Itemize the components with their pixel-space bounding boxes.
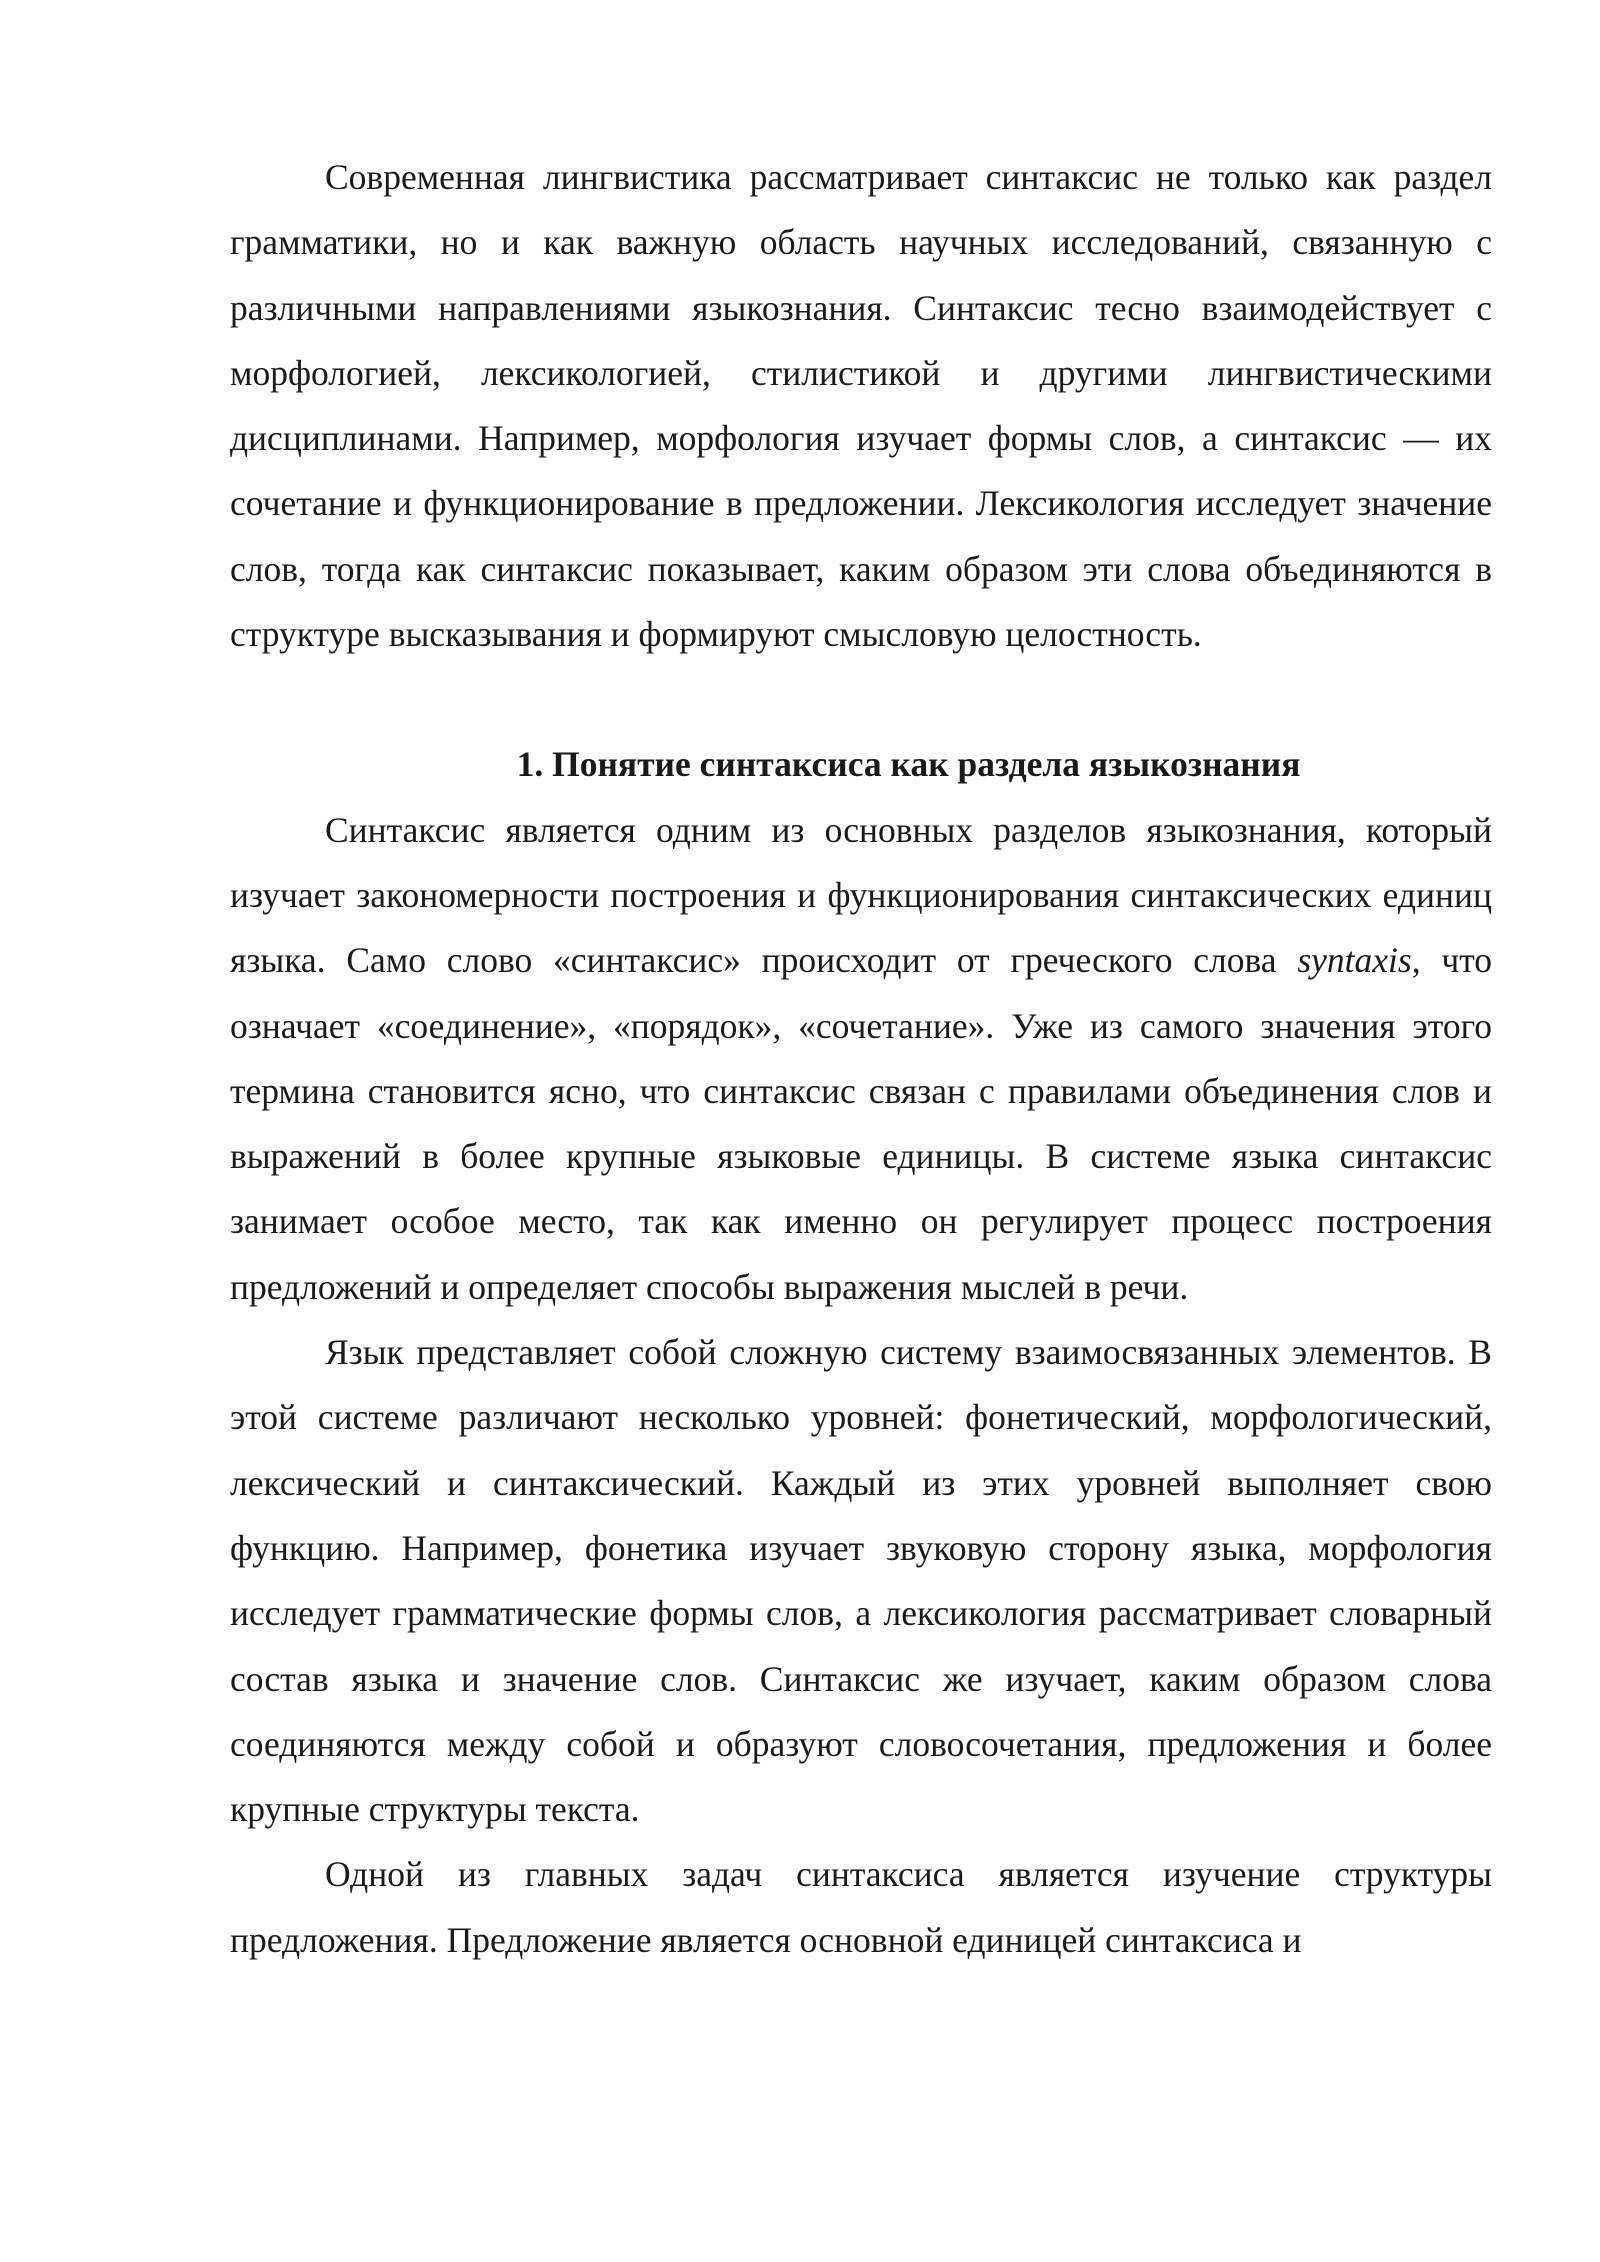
section-heading: 1. Понятие синтаксиса как раздела языкознания (516, 744, 1301, 785)
intro-paragraph: Современная лингвистика рассматривает синтаксис не только как раздел грамматики, но и как важную область научных исследований, связанную с различными направлениями языкознания. Синтаксис тесно взаимодействует с морфологией, лексикологией, стилистикой и другими лингвистическими дисциплинами. Например, морфология изучает формы слов, а синтаксис — их сочетание и функционирование в предложении. Лексикология исследует значение слов, тогда как синтаксис показывает, каким образом эти слова объединяются в структуре высказывания и формируют смысловую целостность. (230, 157, 1492, 655)
section-paragraph-2: Язык представляет собой сложную систему взаимосвязанных элементов. В этой системе различают несколько уровней: фонетический, морфологический, лексический и синтаксический. Каждый из этих уровней выполняет свою функцию. Например, фонетика изучает звуковую сторону языка, морфология исследует грамматические формы слов, а лексикология рассматривает словарный состав языка и значение слов. Синтаксис же изучает, каким образом слова соединяются между собой и образуют словосочетания, предложения и более крупные структуры текста. (230, 1332, 1492, 1830)
section-paragraph-1 (230, 798, 1492, 1320)
paragraph-text: , что означает «соединение», «порядок», «сочетание». Уже из самого значения этого термина становится ясно, что синтаксис связан с правилами объединения слов и выражений в более крупные языковые единицы. В системе языка синтаксис занимает особое место, так как именно он регулирует процесс построения предложений и определяет способы выражения мыслей в речи. (230, 940, 1493, 1307)
term-syntaxis: syntaxis (1297, 940, 1412, 981)
document-body (230, 145, 1492, 1973)
paragraph-text: Синтаксис является одним из основных разделов языкознания, который изучает закономерности построения и функционирования синтаксических единиц языка. Само слово «синтаксис» происходит от греческого слова (230, 809, 1492, 981)
section-paragraph-3: Одной из главных задач синтаксиса является изучение структуры предложения. Предложение является основной единицей синтаксиса и (230, 1854, 1492, 1960)
